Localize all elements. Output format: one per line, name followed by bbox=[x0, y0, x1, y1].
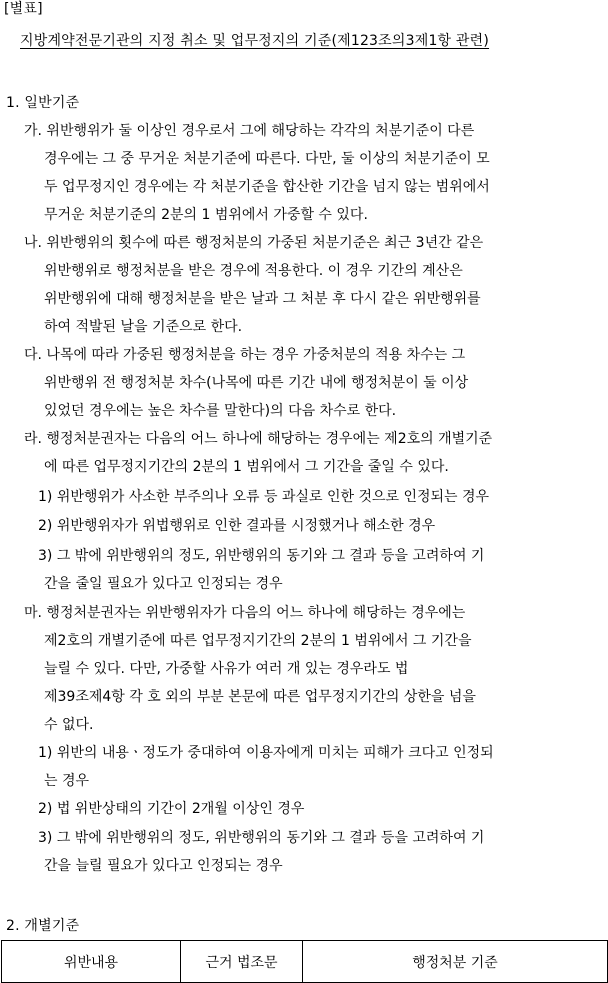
item-na-line-2: 위반행위로 행정처분을 받은 경우에 적용한다. 이 경우 기간의 계산은 bbox=[44, 263, 463, 279]
item-na-line-3: 위반행위에 대해 행정처분을 받은 날과 그 처분 후 다시 같은 위반행위를 bbox=[44, 291, 481, 307]
item-ga-line-3: 두 업무정지인 경우에는 각 처분기준을 합산한 기간을 넘지 않는 범위에서 bbox=[44, 179, 490, 195]
column-header-disposition: 행정처분 기준 bbox=[303, 941, 608, 983]
item-ra-sub-2: 2) 위반행위자가 위법행위로 인한 결과를 시정했거나 해소한 경우 bbox=[38, 518, 436, 534]
document-title: 지방계약전문기관의 지정 취소 및 업무정지의 기준(제123조의3제1항 관련) bbox=[20, 33, 490, 49]
column-header-violation: 위반내용 bbox=[2, 941, 181, 983]
table-header-row bbox=[2, 941, 608, 983]
item-ma-line-5: 수 없다. bbox=[44, 717, 94, 733]
section-1-heading: 1. 일반기준 bbox=[6, 95, 80, 111]
item-ra-line-1: 라. 행정처분권자는 다음의 어느 하나에 해당하는 경우에는 제2호의 개별기준 bbox=[24, 431, 493, 447]
item-da-line-3: 있었던 경우에는 높은 차수를 말한다)의 다음 차수로 한다. bbox=[44, 403, 397, 419]
item-ma-line-2: 제2호의 개별기준에 따른 업무정지기간의 2분의 1 범위에서 그 기간을 bbox=[44, 633, 472, 649]
item-ma-sub-3-line-2: 간을 늘릴 필요가 있다고 인정되는 경우 bbox=[44, 858, 283, 874]
item-ma-line-1: 마. 행정처분권자는 위반행위자가 다음의 어느 하나에 해당하는 경우에는 bbox=[24, 605, 466, 621]
item-ra-sub-1: 1) 위반행위가 사소한 부주의나 오류 등 과실로 인한 것으로 인정되는 경우 bbox=[38, 489, 490, 505]
item-ra-line-2: 에 따른 업무정지기간의 2분의 1 범위에서 그 기간을 줄일 수 있다. bbox=[44, 459, 449, 475]
item-na-line-1: 나. 위반행위의 횟수에 따른 행정처분의 가중된 처분기준은 최근 3년간 같은 bbox=[24, 235, 484, 251]
criteria-table bbox=[1, 940, 608, 983]
item-na-line-4: 하여 적발된 날을 기준으로 한다. bbox=[44, 319, 243, 335]
item-ma-sub-1-line-2: 는 경우 bbox=[44, 773, 90, 789]
item-ma-sub-1-line-1: 1) 위반의 내용ㆍ정도가 중대하여 이용자에게 미치는 피해가 크다고 인정되 bbox=[38, 745, 494, 761]
item-ma-line-4: 제39조제4항 각 호 외의 부분 본문에 따른 업무정지기간의 상한을 넘을 bbox=[44, 689, 476, 705]
item-ga-line-1: 가. 위반행위가 둘 이상인 경우로서 그에 해당하는 각각의 처분기준이 다른 bbox=[24, 123, 475, 139]
item-ra-sub-3-line-2: 간을 줄일 필요가 있다고 인정되는 경우 bbox=[44, 576, 283, 592]
section-2-heading: 2. 개별기준 bbox=[6, 918, 80, 934]
item-ma-sub-2: 2) 법 위반상태의 기간이 2개월 이상인 경우 bbox=[38, 801, 305, 817]
item-da-line-2: 위반행위 전 행정처분 차수(나목에 따른 기간 내에 행정처분이 둘 이상 bbox=[44, 375, 469, 391]
column-header-legal-basis: 근거 법조문 bbox=[181, 941, 303, 983]
item-ma-sub-3-line-1: 3) 그 밖에 위반행위의 정도, 위반행위의 동기와 그 결과 등을 고려하여 기 bbox=[38, 830, 485, 846]
item-ga-line-2: 경우에는 그 중 무거운 처분기준에 따른다. 다만, 둘 이상의 처분기준이 모 bbox=[44, 151, 490, 167]
item-da-line-1: 다. 나목에 따라 가중된 행정처분을 하는 경우 가중처분의 적용 차수는 그 bbox=[24, 347, 466, 363]
item-ma-line-3: 늘릴 수 있다. 다만, 가중할 사유가 여러 개 있는 경우라도 법 bbox=[44, 661, 409, 677]
appendix-tag: [별표] bbox=[4, 1, 43, 17]
item-ra-sub-3-line-1: 3) 그 밖에 위반행위의 정도, 위반행위의 동기와 그 결과 등을 고려하여 기 bbox=[38, 548, 485, 564]
item-ga-line-4: 무거운 처분기준의 2분의 1 범위에서 가중할 수 있다. bbox=[44, 207, 368, 223]
